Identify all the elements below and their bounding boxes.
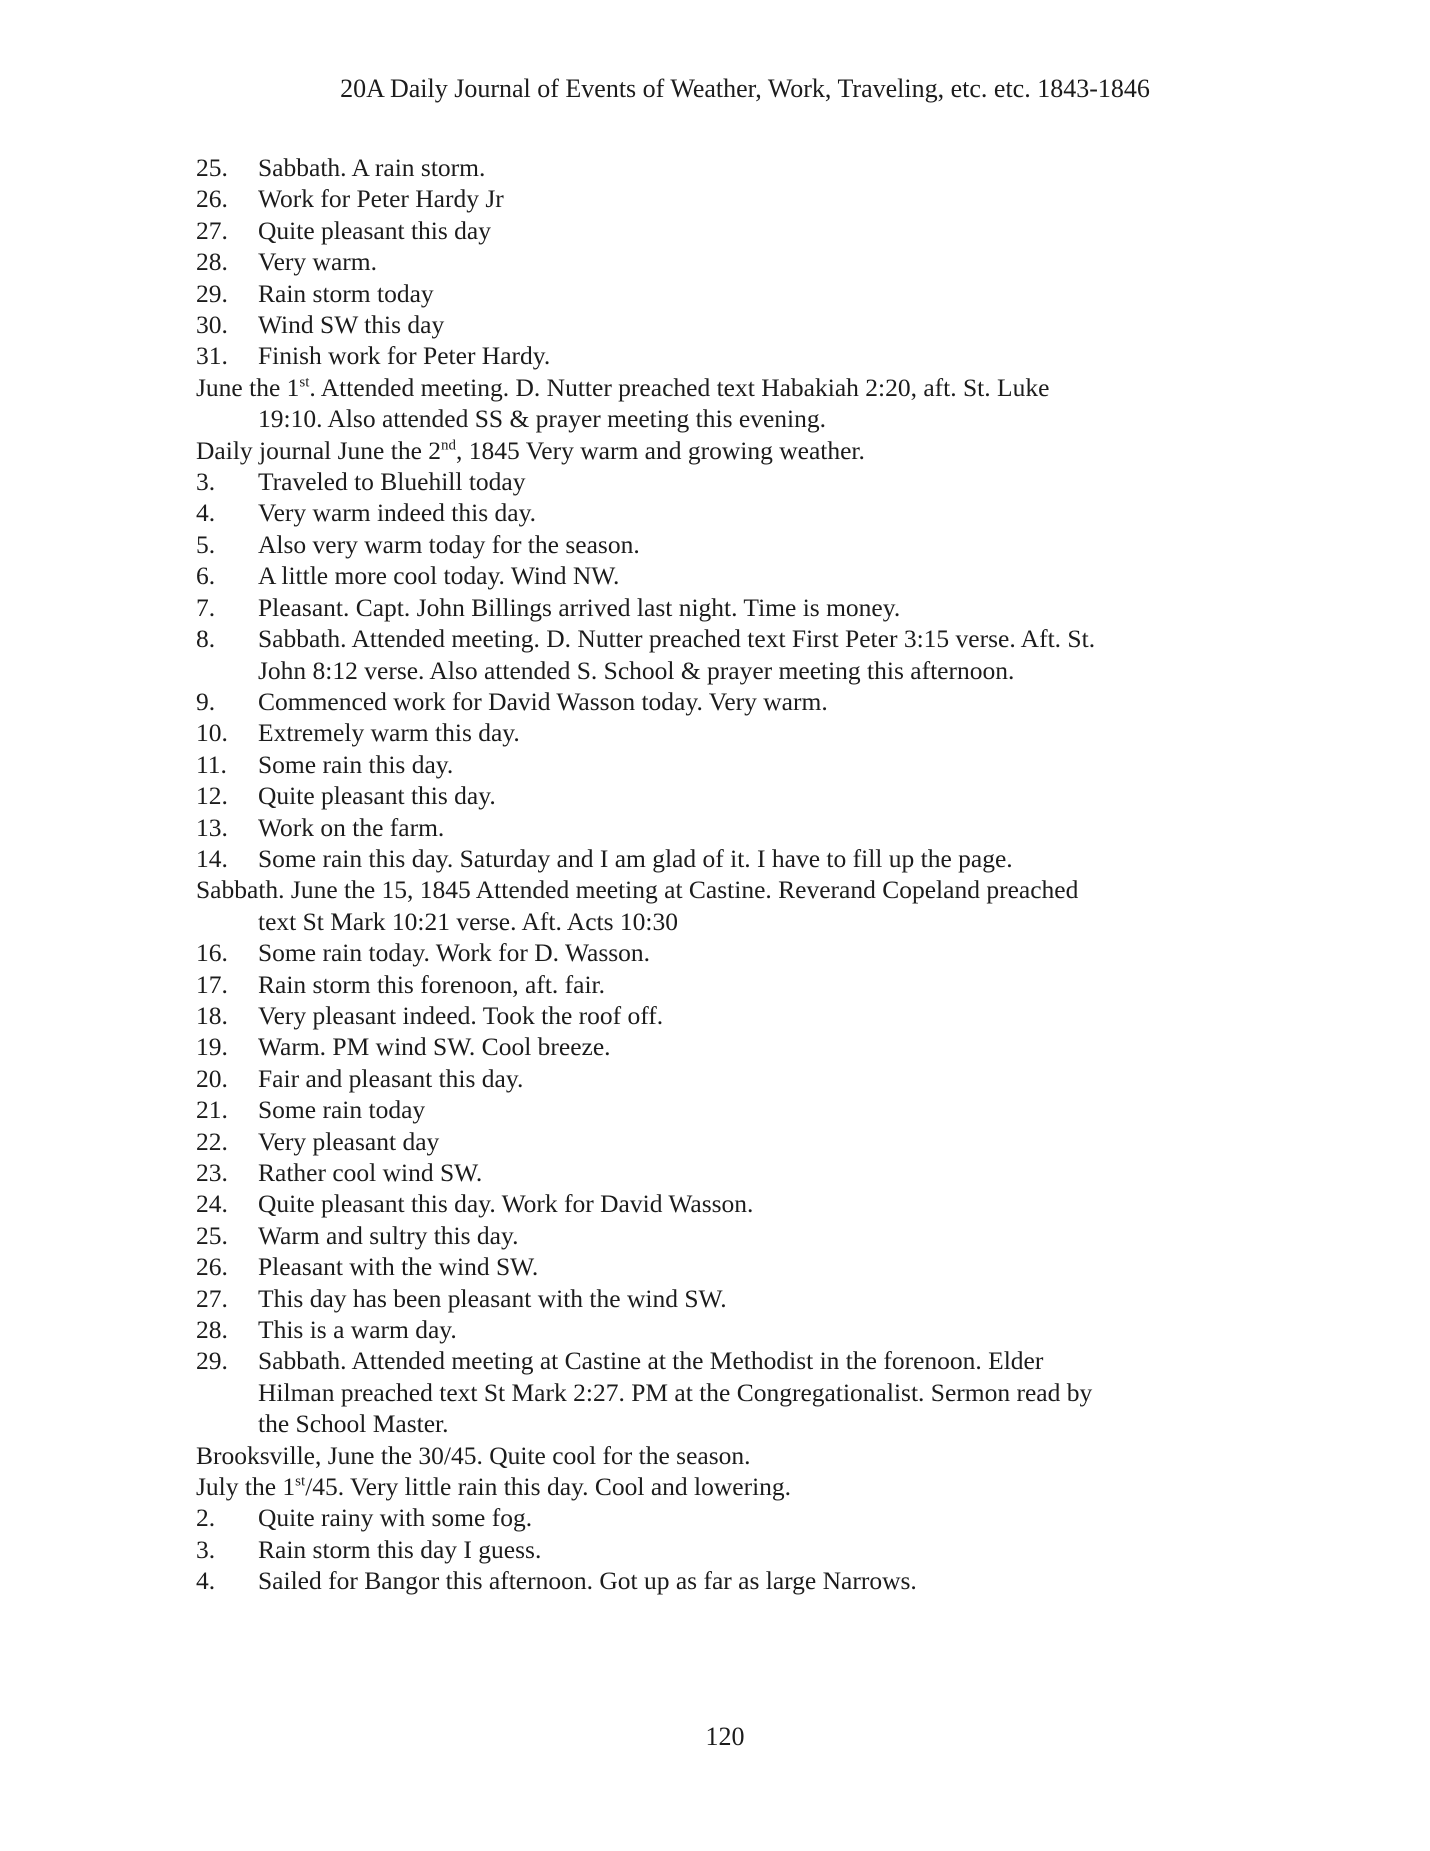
list-item: [196, 529, 1256, 560]
list-item: [196, 1565, 1256, 1596]
entry-text: Very warm indeed this day.: [258, 498, 537, 528]
entry-text: Work for Peter Hardy Jr: [258, 184, 504, 214]
list-item: [196, 1063, 1256, 1094]
list-item: [196, 372, 1256, 403]
entry-number: 28.: [196, 1315, 228, 1345]
entry-number: 18.: [196, 1000, 228, 1030]
entry-number: 29.: [196, 1346, 228, 1376]
list-item: [196, 843, 1256, 874]
entry-number: 4.: [196, 1566, 216, 1596]
list-item: [196, 1502, 1256, 1533]
list-item: [196, 1283, 1256, 1314]
entry-text: July the 1: [196, 1472, 296, 1502]
entry-number: 20.: [196, 1063, 228, 1093]
list-item: [196, 592, 1256, 623]
list-item: [196, 1220, 1256, 1251]
entry-number: 17.: [196, 969, 228, 999]
entry-text: Extremely warm this day.: [258, 718, 520, 748]
entry-text: Wind SW this day: [258, 310, 445, 340]
list-item: [196, 152, 1256, 183]
ordinal-suffix: nd: [441, 437, 457, 454]
list-item: [196, 340, 1256, 371]
entry-number: 3.: [196, 1534, 216, 1564]
entry-text: Rain storm today: [258, 278, 434, 308]
list-item-continuation: text St Mark 10:21 verse. Aft. Acts 10:30: [258, 906, 679, 936]
entry-number: 10.: [196, 718, 228, 748]
list-item: [196, 1471, 1256, 1502]
list-item: [196, 278, 1256, 309]
entry-number: 2.: [196, 1503, 216, 1533]
entry-number: 27.: [196, 1283, 228, 1313]
list-item-continuation: Hilman preached text St Mark 2:27. PM at the Congregationalist. Sermon read by: [258, 1377, 1093, 1407]
entry-number: 30.: [196, 310, 228, 340]
entry-number: 12.: [196, 781, 228, 811]
entry-text: Very warm.: [258, 247, 377, 277]
entry-text: Work on the farm.: [258, 812, 445, 842]
journal-entries: [196, 152, 1256, 1597]
list-item: [196, 246, 1256, 277]
entry-number: 6.: [196, 561, 216, 591]
entry-number: 25.: [196, 1220, 228, 1250]
entry-text: , 1845 Very warm and growing weather.: [456, 435, 865, 465]
list-item: [196, 1126, 1256, 1157]
entry-text: Quite pleasant this day.: [258, 781, 496, 811]
entry-text: Quite pleasant this day: [258, 215, 491, 245]
list-item: [196, 1000, 1256, 1031]
entry-text: Also very warm today for the season.: [258, 529, 640, 559]
entry-text: Rain storm this day I guess.: [258, 1534, 542, 1564]
ordinal-suffix: st: [295, 1473, 306, 1490]
entry-text: Some rain today. Work for D. Wasson.: [258, 938, 651, 968]
list-item: [196, 937, 1256, 968]
entry-number: 28.: [196, 247, 228, 277]
list-item-continuation: John 8:12 verse. Also attended S. School & prayer meeting this afternoon.: [258, 655, 1015, 685]
entry-number: 13.: [196, 812, 228, 842]
list-item: [196, 309, 1256, 340]
page-number: 120: [705, 1722, 745, 1751]
entry-number: 9.: [196, 686, 216, 716]
entry-text: June the 1: [196, 372, 300, 402]
entry-number: 7.: [196, 592, 216, 622]
entry-number: 16.: [196, 938, 228, 968]
entry-text: /45. Very little rain this day. Cool and lowering.: [305, 1472, 792, 1502]
entry-text: This is a warm day.: [258, 1315, 457, 1345]
list-item: [196, 686, 1256, 717]
list-item-continuation: 19:10. Also attended SS & prayer meeting this evening.: [258, 404, 826, 434]
entry-text: Quite pleasant this day. Work for David Wasson.: [258, 1189, 754, 1219]
entry-number: 22.: [196, 1126, 228, 1156]
entry-number: 26.: [196, 1252, 228, 1282]
list-item: [196, 1251, 1256, 1282]
entry-text: Rather cool wind SW.: [258, 1158, 483, 1187]
entry-number: 25.: [196, 153, 228, 182]
entry-number: 24.: [196, 1189, 228, 1219]
entry-text: Daily journal June the 2: [196, 435, 442, 465]
list-item: [196, 717, 1256, 748]
list-item-continuation: the School Master.: [258, 1409, 449, 1439]
entry-text: Finish work for Peter Hardy.: [258, 341, 551, 371]
entry-number: 5.: [196, 529, 216, 559]
list-item: [196, 497, 1256, 528]
entry-number: 21.: [196, 1095, 228, 1125]
entry-text: This day has been pleasant with the wind SW.: [258, 1283, 727, 1313]
list-item: [196, 1031, 1256, 1062]
list-item: [196, 1188, 1256, 1219]
entry-text: . Attended meeting. D. Nutter preached text Habakiah 2:20, aft. St. Luke: [309, 372, 1050, 402]
entry-number: 14.: [196, 843, 228, 873]
list-item: [196, 215, 1256, 246]
entry-text: Pleasant with the wind SW.: [258, 1252, 539, 1282]
ordinal-suffix: st: [299, 374, 310, 391]
list-item: [196, 1534, 1256, 1565]
list-item: [196, 560, 1256, 591]
entry-text: Traveled to Bluehill today: [258, 467, 526, 497]
entry-number: 26.: [196, 184, 228, 214]
list-item: [196, 780, 1256, 811]
entry-text: Some rain today: [258, 1095, 426, 1125]
entry-number: 23.: [196, 1158, 228, 1187]
list-item: [196, 435, 1256, 466]
entry-text: Sabbath. Attended meeting. D. Nutter preached text First Peter 3:15 verse. Aft. St.: [258, 624, 1096, 654]
entry-text: Warm and sultry this day.: [258, 1220, 519, 1250]
entry-number: 19.: [196, 1032, 228, 1062]
list-item: Brooksville, June the 30/45. Quite cool for the season.: [196, 1440, 751, 1470]
entry-text: Quite rainy with some fog.: [258, 1503, 533, 1533]
entry-text: Warm. PM wind SW. Cool breeze.: [258, 1032, 611, 1062]
entry-text: Very pleasant day: [258, 1126, 440, 1156]
entry-text: Some rain this day.: [258, 749, 454, 779]
list-item: [196, 1314, 1256, 1345]
list-item: Sabbath. June the 15, 1845 Attended meeting at Castine. Reverand Copeland preached: [196, 875, 1079, 905]
entry-number: 3.: [196, 467, 216, 497]
list-item: [196, 969, 1256, 1000]
list-item: [196, 1094, 1256, 1125]
entry-text: Sabbath. Attended meeting at Castine at the Methodist in the forenoon. Elder: [258, 1346, 1044, 1376]
entry-number: 29.: [196, 278, 228, 308]
entry-text: Some rain this day. Saturday and I am glad of it. I have to fill up the page.: [258, 843, 1013, 873]
list-item: [196, 183, 1256, 214]
list-item: [196, 812, 1256, 843]
entry-text: Rain storm this forenoon, aft. fair.: [258, 969, 606, 999]
entry-number: 11.: [196, 749, 227, 779]
entry-text: Pleasant. Capt. John Billings arrived last night. Time is money.: [258, 592, 901, 622]
entry-text: Fair and pleasant this day.: [258, 1063, 524, 1093]
entry-text: A little more cool today. Wind NW.: [258, 561, 620, 591]
list-item: [196, 623, 1256, 654]
entry-number: 8.: [196, 624, 216, 654]
page-header: 20A Daily Journal of Events of Weather, Work, Traveling, etc. etc. 1843-1846: [340, 74, 1150, 103]
list-item: [196, 1157, 1256, 1188]
list-item: [196, 1345, 1256, 1376]
entry-text: Sailed for Bangor this afternoon. Got up as far as large Narrows.: [258, 1566, 917, 1596]
entry-number: 31.: [196, 341, 228, 371]
list-item: [196, 749, 1256, 780]
list-item: [196, 466, 1256, 497]
entry-text: Commenced work for David Wasson today. Very warm.: [258, 686, 828, 716]
entry-text: Sabbath. A rain storm.: [258, 153, 486, 182]
entry-number: 4.: [196, 498, 216, 528]
entry-text: Very pleasant indeed. Took the roof off.: [258, 1000, 664, 1030]
entry-number: 27.: [196, 215, 228, 245]
